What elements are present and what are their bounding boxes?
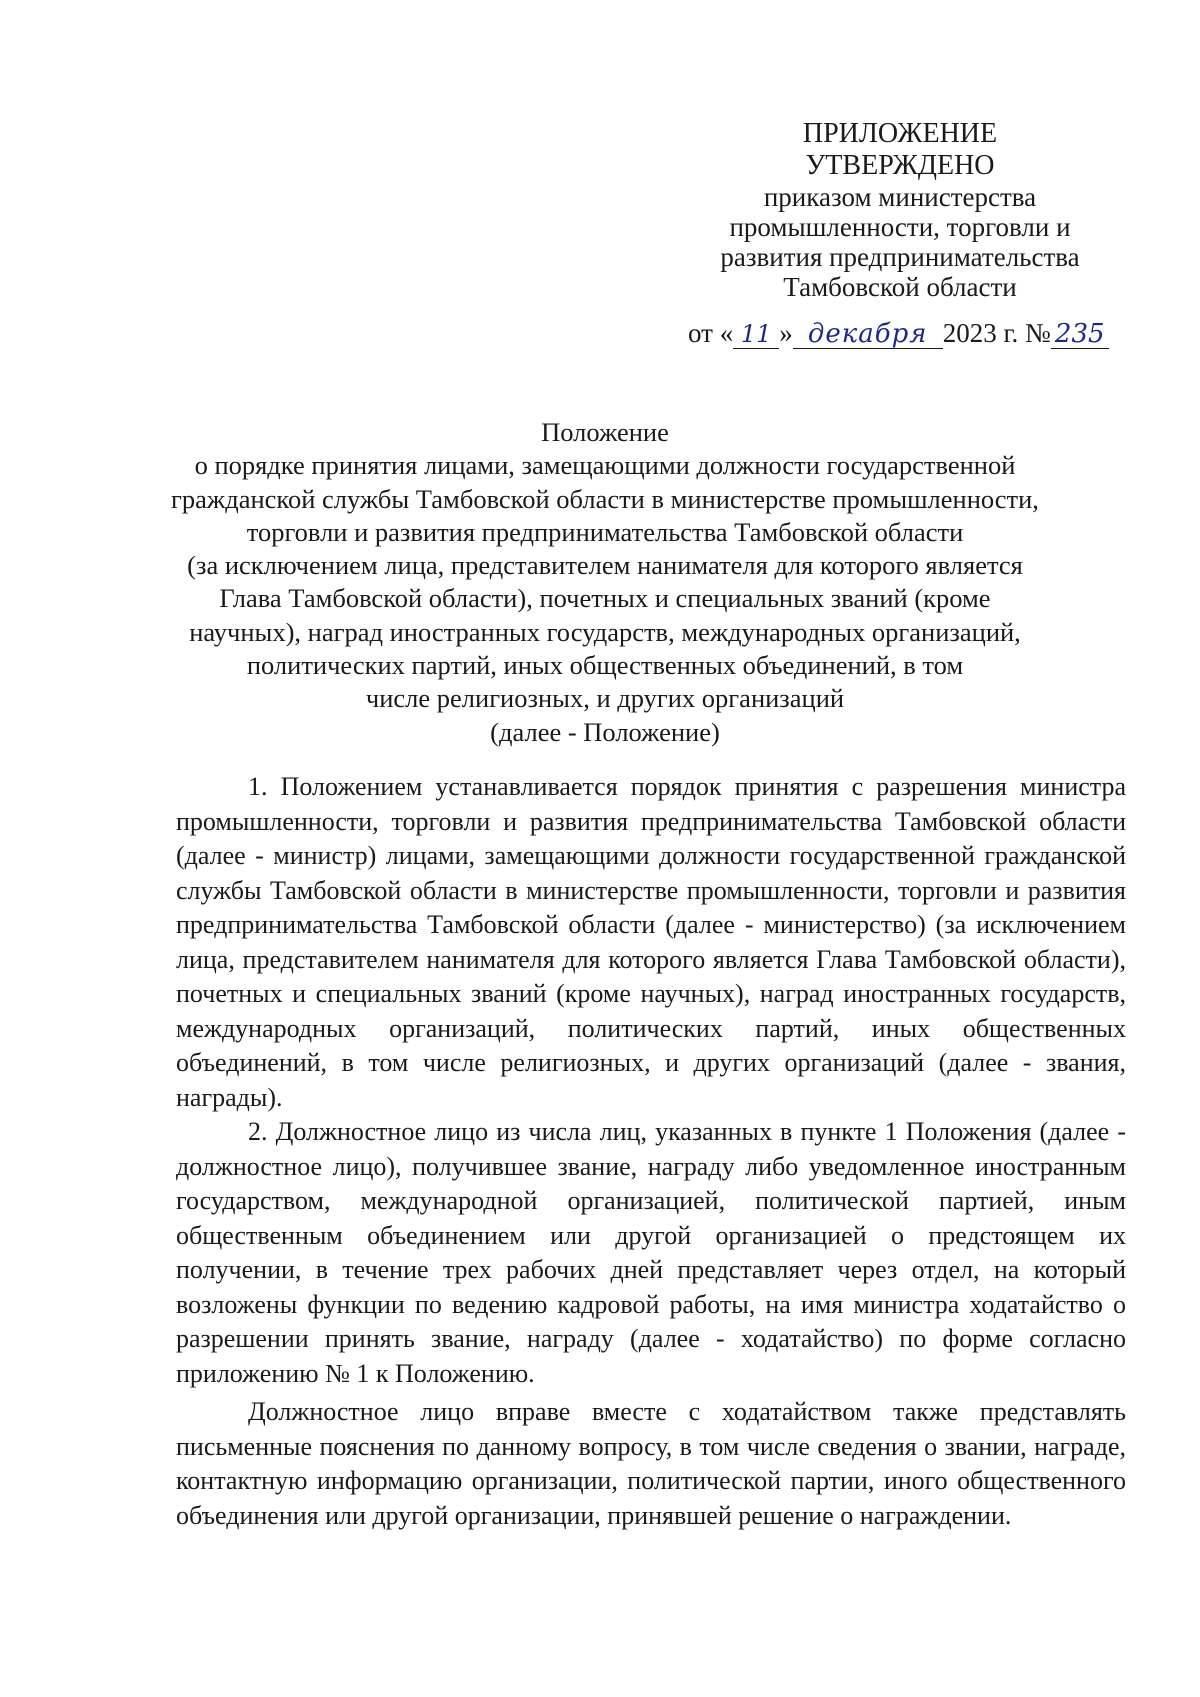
approval-line: приказом министерства [763, 182, 1037, 212]
paragraph-3: Должностное лицо вправе вместе с ходатайством также представлять письменные пояснения по данному вопросу, в том числе сведения о звании, награде, контактную информацию организации, политической партии, иного общественного объединения или другой организации, принявшей решение о награждении. [176, 1397, 1126, 1530]
title-line: (за исключением лица, представителем нанимателя для которого является [187, 550, 1023, 581]
handwritten-month: декабря [793, 320, 943, 349]
approval-block [640, 118, 1160, 302]
paragraph-1: 1. Положением устанавливается порядок принятия с разрешения министра промышленности, торговли и развития предпринимательства Тамбовской области (далее - министр) лицами, замещающими должности государственной гражданской службы Тамбовской области в министерстве промышленности, торговли и развития предпринимательства Тамбовской области (далее - министерство) (за исключением лица, представителем нанимателя для которого является Глава Тамбовской области), почетных и специальных званий (кроме научных), наград иностранных государств, международных организаций, политических партий, иных общественных объединений, в том числе религиозных, и других организаций (далее - звания, награды). [176, 772, 1126, 1112]
approval-line: развития предпринимательства [720, 242, 1080, 272]
title-line: гражданской службы Тамбовской области в министерстве промышленности, [171, 483, 1039, 514]
title-line: числе религиозных, и других организаций [365, 683, 845, 714]
date-prefix: от « [688, 318, 734, 348]
handwritten-day: 11 [733, 320, 779, 349]
handwritten-order-number: 235 [1051, 320, 1109, 349]
title-line: научных), наград иностранных государств, международных организаций, [189, 616, 1021, 647]
paragraph-2: 2. Должностное лицо из числа лиц, указанных в пункте 1 Положения (далее - должностное лицо), получившее звание, награду либо уведомленное иностранным государством, международной организацией, политической партией, иным общественным объединением или другой организацией о предстоящем их получении, в течение трех рабочих дней представляет через отдел, на который возложены функции по ведению кадровой работы, на имя министра ходатайство о разрешении принять звание, награду (далее - ходатайство) по форме согласно приложению № 1 к Положению. [176, 1117, 1126, 1388]
approval-line: промышленности, торговли и [729, 212, 1071, 242]
title-line: торговли и развития предпринимательства Тамбовской области [246, 516, 964, 547]
title-line: политических партий, иных общественных объединений, в том [246, 650, 964, 681]
order-date-line [688, 316, 1188, 350]
title-line: о порядке принятия лицами, замещающими должности государственной [194, 450, 1016, 481]
document-body [176, 770, 1126, 1533]
approved-heading: УТВЕРЖДЕНО [805, 150, 995, 181]
date-year-text: 2023 г. № [942, 318, 1051, 348]
title-line: Глава Тамбовской области), почетных и специальных званий (кроме [219, 583, 991, 614]
title-line: Положение [541, 417, 669, 447]
approval-line: Тамбовской области [783, 272, 1017, 302]
title-line: (далее - Положение) [490, 716, 720, 747]
regulation-title [170, 416, 1040, 749]
date-quote-close: » [779, 318, 793, 348]
appendix-heading: ПРИЛОЖЕНИЕ [802, 118, 998, 149]
